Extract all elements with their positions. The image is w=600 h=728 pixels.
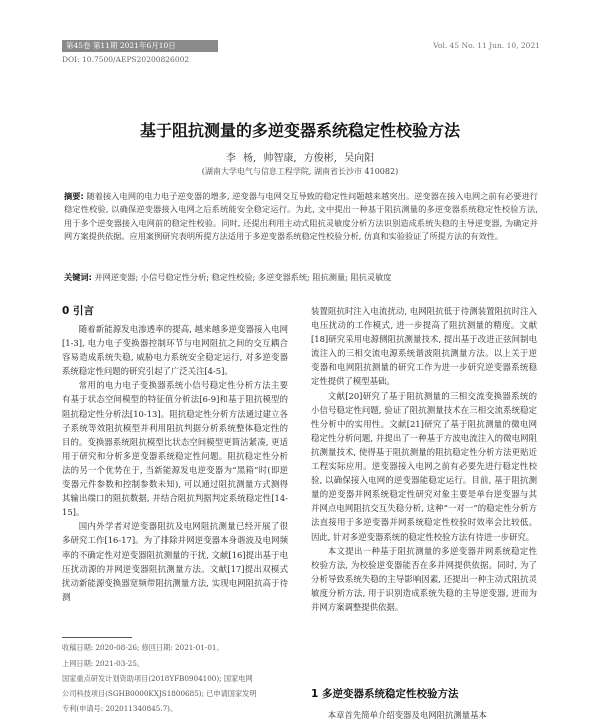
paragraph: 文献[20]研究了基于阻抗测量的三相交流变换器系统的小信号稳定性问题, 验证了阻抗测量技术在三相交流系统稳定性分析中的实用性。文献[21]研究了基于阻抗测量的微电网稳定性分析问题, 并提出了一种基于方波电流注入的微电网阻抗测量技术, 使得基于阻抗测量的阻抗稳定性分析方法更贴近工程实际应用。逆变器接入电网之前有必要先进行稳定性校验, 以确保接入电网的逆变器能稳定运行。目前, 基于阻抗测量的逆变器并网系统稳定性研究对象主要是单台逆变器与其并网点电网阻抗交互失稳分析, 这种“一对一”的稳定性分析方法直接用于多逆变器并网系统稳定性校验时效率会比较低。因此, 针对多逆变器系统的稳定性校验方法有待进一步研究。 [311, 390, 537, 542]
paragraph: 本文提出一种基于阻抗测量的多逆变器并网系统稳定性校验方法, 为校验逆变器能否在多并网提供依据。同时, 为了分析导致系统失稳的主导影响因素, 还提出一种主动式阻抗灵敏度分析方法, 用于识别造成系统失稳的主导逆变器, 进而为并网方案调整提供依据。 [311, 545, 537, 612]
section-heading-1: 1 多逆变器系统稳定性校验方法 [311, 688, 459, 700]
footnote-patent: 专利(申请号: 202011340845.7)。 [62, 704, 178, 713]
authors: 李 杨, 帅智康, 方俊彬, 吴向阳 [225, 153, 375, 164]
paragraph: 国内外学者对逆变器阻抗及电网阻抗测量已经开展了很多研究工作[16-17]。为了排除并网逆变器本身谐波及电网频率的不确定性对逆变器阻抗测量的干扰, 文献[16]提出基于电压扰动源的并网逆变器阻抗测量方法。文献[17]提出双模式扰动新能源变换器宽频带阻抗测量方法, 实现电网阻抗高于待测 [62, 521, 288, 602]
footnote-divider [62, 637, 132, 638]
section-1-first-line [311, 708, 537, 722]
paragraph: 随着新能源发电渗透率的提高, 越来越多逆变器接入电网[1-3], 电力电子变换器控制环节与电网阻抗之间的交互耦合容易造成系统失稳, 威胁电力系统安全稳定运行, 对多逆变器系统稳定性问题的研究引起了广泛关注[4-5]。 [62, 324, 288, 377]
journal-issue-header: 第45卷 第11期 2021年6月10日 [66, 41, 176, 50]
keywords-text: 并网逆变器; 小信号稳定性分析; 稳定性校验; 多逆变器系统; 阻抗测量; 阻抗灵敏度 [94, 272, 392, 282]
right-column [311, 304, 537, 614]
paper-title: 基于阻抗测量的多逆变器系统稳定性校验方法 [139, 121, 460, 140]
paragraph: 常用的电力电子变换器系统小信号稳定性分析方法主要有基于状态空间模型的特征值分析法[6-9]和基于阻抗模型的阻抗稳定性分析法[10-13]。阻抗稳定性分析方法通过建立各子系统等效阻抗模型并利用阻抗判据分析系统整体稳定性的目的。变换器系统阻抗模型比状态空间模型更简洁紧凑, 更适用于研究和分析多逆变器系统稳定性问题。阻抗稳定性分析法的另一个优势在于, 当新能源发电逆变器为“黑箱”时(即逆变器元件参数和控制参数未知), 可以通过阻抗测量方式测得其输出端口的阻抗数据, 并结合阻抗判据判定系统稳定性[14-15]。 [62, 380, 288, 518]
keywords [64, 272, 538, 283]
abstract [64, 190, 538, 244]
footnote-online: 上网日期: 2021-03-25。 [62, 659, 145, 668]
abstract-label: 摘要: [64, 191, 84, 201]
journal-volume-header: Vol. 45 No. 11 Jun. 10, 2021 [433, 41, 540, 50]
doi-line[interactable]: DOI: 10.7500/AEPS20200826002 [62, 55, 190, 64]
paragraph: 本章首先简单介绍变器及电网阻抗测量基本 [327, 710, 487, 720]
paragraph: 装置阻抗时注入电流扰动, 电网阻抗低于待测装置阻抗时注入电压扰动的工作模式, 进一步提高了阻抗测量的精度。文献[18]研究采用电源侧阻抗测量技术, 提出基于改进正弦间制电流注入的三相交流电源系统谐波阻抗测量方法。以上关于逆变器和电网阻抗测量的研究工作为进一步研究逆变器系统稳定性提供了模型基础。 [311, 306, 537, 387]
left-column [62, 322, 288, 604]
footnote-received: 收稿日期: 2020-08-26; 修回日期: 2021-01-01。 [62, 643, 224, 652]
affiliation: (湖南大学电气与信息工程学院, 湖南省长沙市 410082) [201, 167, 399, 176]
keywords-label: 关键词: [64, 272, 92, 282]
footnote-funding: 国家重点研发计划资助项目(2018YFB0904100); 国家电网 [62, 674, 253, 683]
section-heading-intro: 0 引言 [62, 305, 94, 317]
abstract-text: 随着接入电网的电力电子逆变器的增多, 逆变器与电网交互导致的稳定性问题越来越突出。逆变器在接入电网之前有必要进行稳定性校验, 以确保逆变器接入电网之后系统能安全稳定运行。为此, 文中提出一种基于阻抗测量的多逆变器系统稳定性校验方法, 用于多个逆变器接入电网前的稳定性校验。同时, 还提出利用主动式阻抗灵敏度分析方法识别造成系统失稳的主导逆变器, 为确定并网方案提供依据。应用案例研究表明所提方法适用于多逆变器系统稳定性校验分析, 仿真和实验验证了所提方法的有效性。 [64, 191, 538, 242]
footnote-funding-cont: 公司科技项目(SGHB0000KXJS1800685); 已申请国家发明 [62, 689, 257, 698]
